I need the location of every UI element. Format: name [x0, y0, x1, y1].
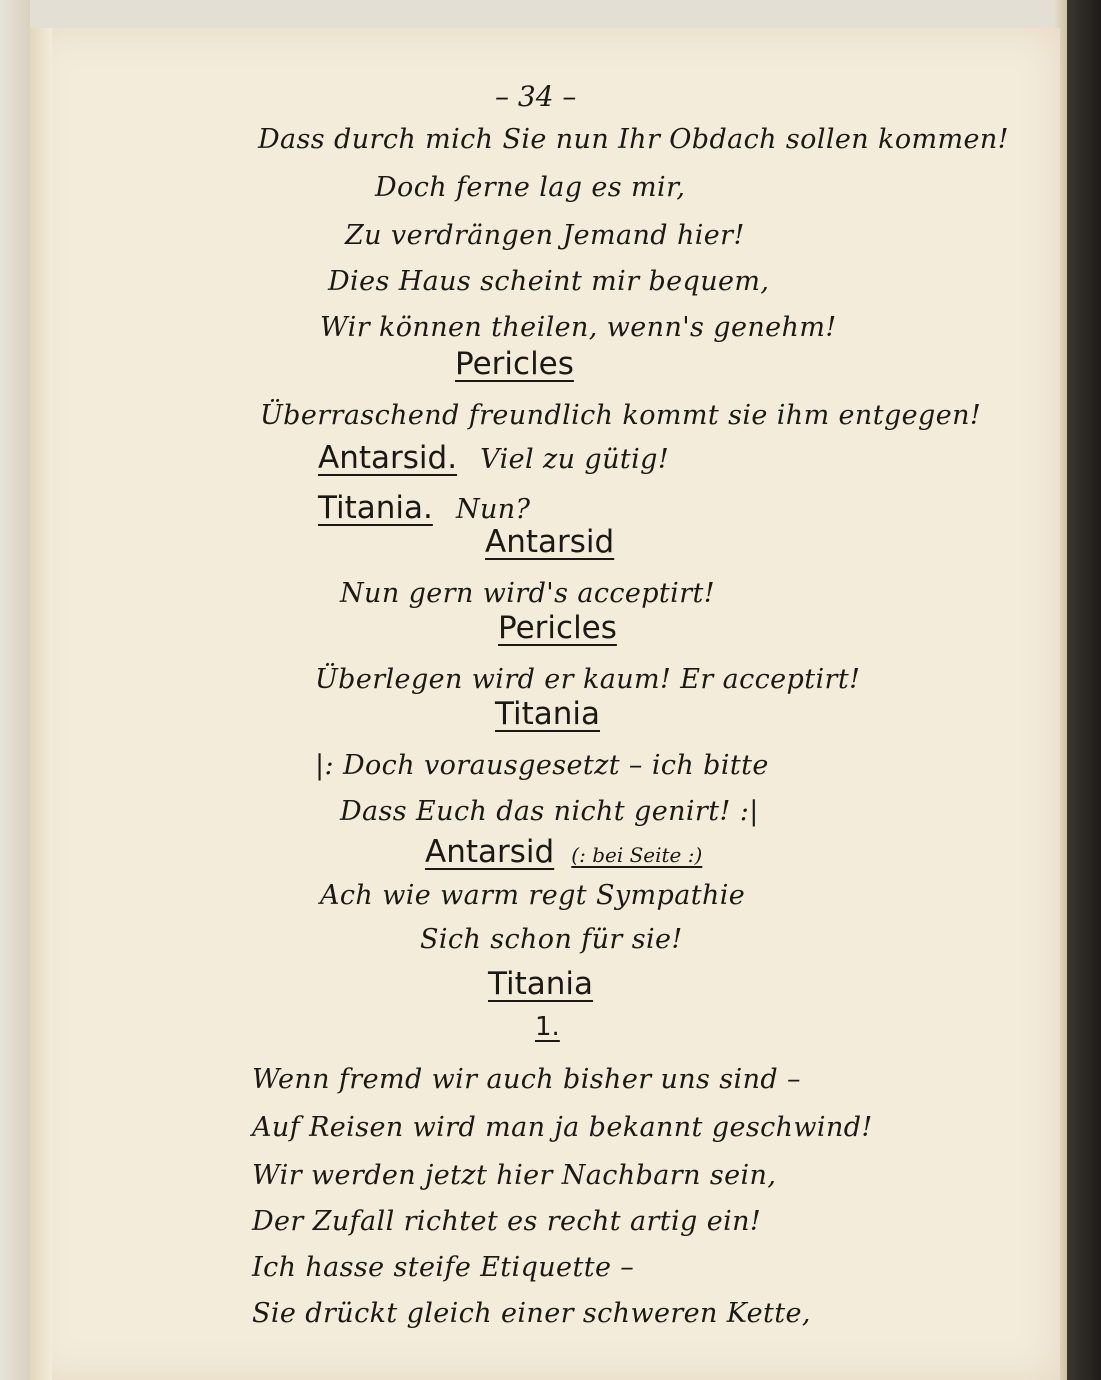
speaker-name: Titania — [488, 966, 594, 1002]
speaker-name: Antarsid — [425, 834, 555, 870]
speaker-name: Titania — [495, 696, 601, 732]
text-line: Dass durch mich Sie nun Ihr Obdach sollen kommen! — [258, 124, 1009, 155]
text-line: Auf Reisen wird man ja bekannt geschwind! — [252, 1112, 873, 1143]
stage-direction: (: bei Seite :) — [571, 843, 703, 867]
book-cover-edge — [1067, 0, 1101, 1380]
text-line: Doch ferne lag es mir, — [375, 172, 686, 203]
text-line: Wir können theilen, wenn's genehm! — [320, 312, 837, 343]
verse-number: 1. — [535, 1012, 560, 1042]
speaker-name: Antarsid. — [318, 440, 458, 476]
speaker-name: Pericles — [455, 346, 574, 382]
text-line: Ich hasse steife Etiquette – — [252, 1252, 635, 1283]
text-line: Wir werden jetzt hier Nachbarn sein, — [252, 1160, 777, 1191]
speaker-row — [425, 834, 702, 870]
scan-background-top — [0, 0, 1101, 28]
text-line: Zu verdrängen Jemand hier! — [345, 220, 745, 251]
text-line: Überraschend freundlich kommt sie ihm entgegen! — [260, 400, 982, 431]
text-line: Der Zufall richtet es recht artig ein! — [252, 1206, 762, 1237]
speaker-name: Antarsid — [485, 524, 615, 560]
manuscript-page — [30, 28, 1060, 1380]
speaker-name: Pericles — [498, 610, 617, 646]
speaker-name: Titania. — [318, 490, 433, 526]
text-line: Sich schon für sie! — [420, 924, 683, 955]
text-line: Viel zu gütig! — [480, 444, 670, 475]
text-line: Nun? — [455, 494, 531, 525]
dialogue-row — [318, 490, 530, 526]
text-line: Wenn fremd wir auch bisher uns sind – — [252, 1064, 801, 1095]
text-line: |: Doch vorausgesetzt – ich bitte — [315, 750, 769, 781]
text-line: Ach wie warm regt Sympathie — [320, 880, 746, 911]
text-line: Überlegen wird er kaum! Er acceptirt! — [315, 664, 861, 695]
text-line: Sie drückt gleich einer schweren Kette, — [252, 1298, 811, 1329]
page-number: – 34 – — [495, 80, 577, 113]
text-line: Nun gern wird's acceptirt! — [340, 578, 716, 609]
dialogue-row — [318, 440, 669, 476]
scan-background-left — [0, 0, 30, 1380]
page-edge-shading — [30, 28, 52, 1380]
text-line: Dass Euch das nicht genirt! :| — [340, 796, 759, 827]
text-line: Dies Haus scheint mir bequem, — [328, 266, 770, 297]
